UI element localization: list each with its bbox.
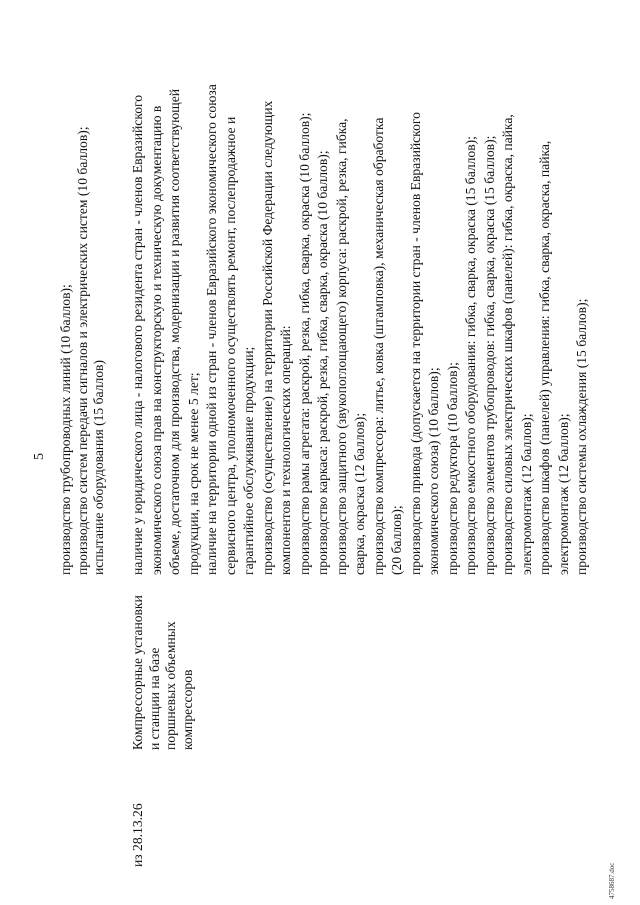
- requirement-line: производство системы охлаждения (15 баллов);: [574, 298, 589, 575]
- product-name-line: и станции на базе: [146, 647, 162, 750]
- requirement-line: продукции, на срок не менее 5 лет;: [185, 372, 201, 575]
- requirement-line: электромонтаж (12 баллов);: [518, 413, 534, 575]
- requirement-line: производство рамы агрегата: раскрой, резка, гибка, сварка, окраска (10 баллов);: [296, 112, 312, 575]
- requirement-line: производство шкафов (панелей) управления: гибка, сварка, окраска, пайка,: [537, 140, 552, 575]
- requirement-line: наличие на территории одной из стран - членов Евразийского экономического союза: [204, 84, 219, 575]
- footer-code: 4758687.doc: [608, 862, 616, 899]
- requirement-line: экономического союза) (10 баллов);: [426, 367, 441, 575]
- requirement-line: электромонтаж (12 баллов);: [555, 413, 571, 575]
- requirement-line: наличие у юридического лица - налогового резидента стран - членов Евразийского: [130, 94, 145, 575]
- continuation-line: производство трубопроводных линий (10 баллов);: [58, 284, 73, 575]
- page-number: 5: [32, 453, 47, 460]
- requirement-line: гарантийное обслуживание продукции;: [241, 346, 256, 575]
- requirement-line: (20 баллов);: [389, 505, 404, 575]
- continuation-line: производство систем передачи сигналов и электрических систем (10 баллов);: [74, 126, 90, 575]
- requirement-line: производство защитного (звукопоглощающего) корпуса: раскрой, резка, гибка,: [333, 118, 349, 575]
- requirement-line: сервисного центра, уполномоченного осуществлять ремонт, послепродажное и: [222, 116, 238, 575]
- product-name-line: компрессоров: [179, 669, 195, 750]
- requirement-line: производство силовых электрических шкафов (панелей): гибка, окраска, пайка,: [500, 114, 515, 575]
- continuation-line: испытание оборудования (15 баллов): [91, 360, 106, 575]
- requirement-line: производство компрессора: литье, ковка (штамповка), механическая обработка: [370, 117, 386, 575]
- product-name-line: поршневых объемных: [163, 621, 178, 750]
- requirement-line: сварка, окраска (12 баллов);: [352, 412, 367, 575]
- requirement-line: производство (осуществление) на территории Российской Федерации следующих: [259, 100, 275, 575]
- requirement-line: производство привода (допускается на территории стран - членов Евразийского: [407, 112, 423, 575]
- product-name-line: Компрессорные установки: [130, 595, 145, 750]
- requirement-line: экономического союза прав на конструкторскую и техническую документацию в: [148, 105, 164, 575]
- requirement-line: объеме, достаточном для производства, модернизации и развития соответствующей: [167, 88, 182, 575]
- requirement-line: производство каркаса: раскрой, резка, гибка, сварка, окраска (10 баллов);: [315, 150, 330, 575]
- requirement-line: компонентов и технологических операций:: [278, 325, 293, 575]
- row-code: из 28.13.26: [130, 803, 145, 867]
- requirement-line: производство емкостного оборудования: гибка, сварка, окраска (15 баллов);: [463, 136, 478, 575]
- requirement-line: производство редуктора (10 баллов);: [444, 362, 460, 575]
- requirement-line: производство элементов трубопроводов: гибка, сварка, окраска (15 баллов);: [481, 135, 497, 575]
